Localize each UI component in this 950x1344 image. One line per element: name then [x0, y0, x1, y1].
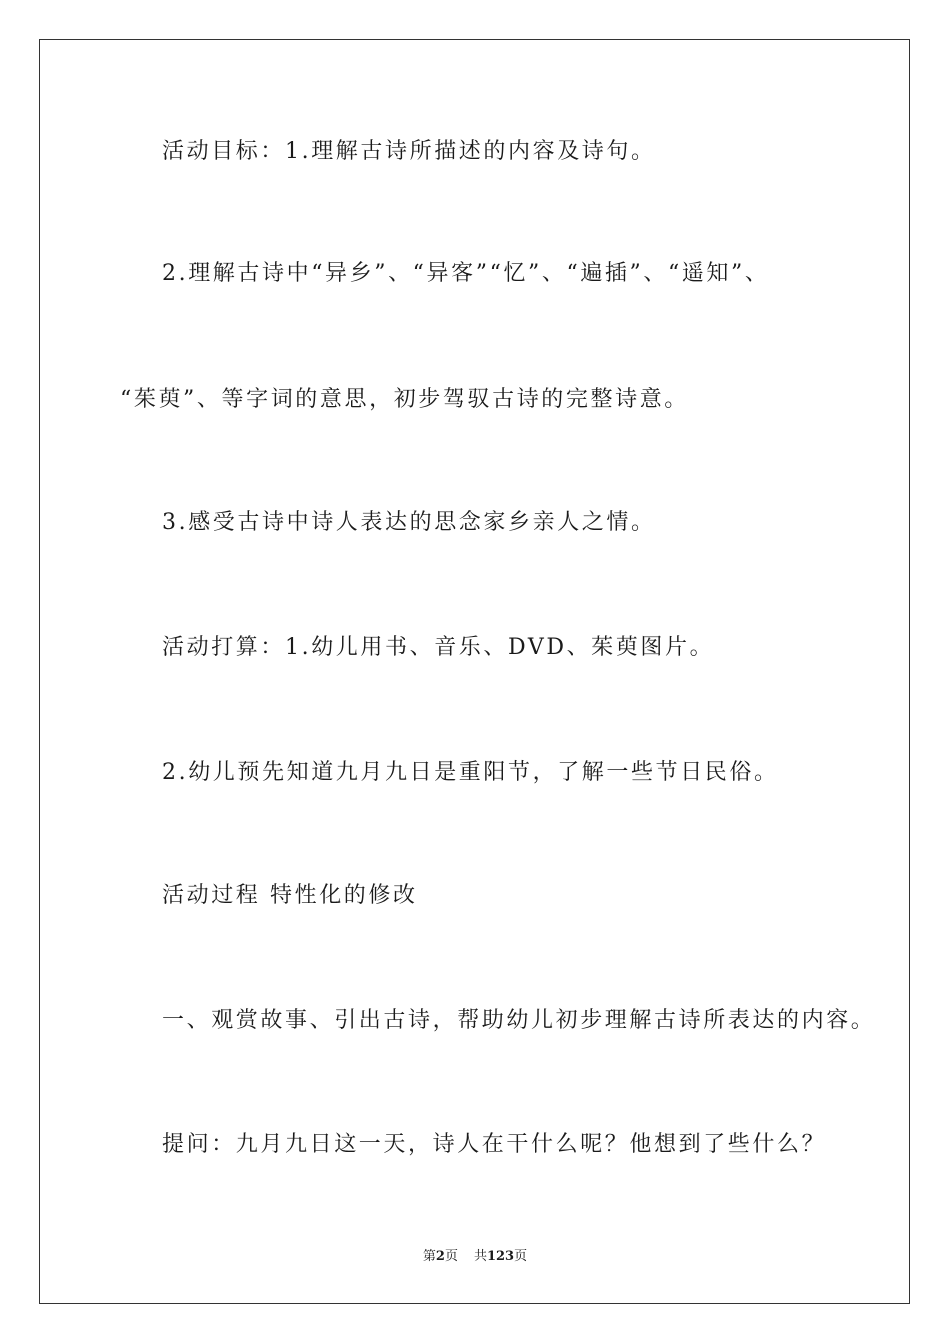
paragraph-step-one: 一、观赏故事、引出古诗，帮助幼儿初步理解古诗所表达的内容。 [162, 1008, 876, 1033]
footer-total-suffix: 页 [514, 1249, 528, 1264]
page-footer [0, 1245, 950, 1264]
footer-page-suffix: 页 [444, 1249, 458, 1264]
footer-total-number: 123 [486, 1249, 515, 1264]
footer-total-prefix: 共 [473, 1249, 487, 1264]
section-heading-activity-process: 活动过程 特性化的修改 [162, 883, 418, 908]
paragraph-activity-goal-3: 3.感受古诗中诗人表达的思念家乡亲人之情。 [162, 510, 656, 535]
paragraph-activity-goal-2-continued: “茱萸”、等字词的意思，初步驾驭古诗的完整诗意。 [120, 387, 689, 412]
paragraph-activity-goal-2: 2.理解古诗中“异乡”、“异客”“忆”、“遍插”、“遥知”、 [162, 261, 770, 286]
paragraph-activity-preparation-1: 活动打算：1.幼儿用书、音乐、DVD、茱萸图片。 [162, 635, 715, 660]
paragraph-activity-preparation-2: 2.幼儿预先知道九月九日是重阳节，了解一些节日民俗。 [162, 760, 779, 785]
footer-page-prefix: 第 [422, 1249, 436, 1264]
paragraph-activity-goal-1: 活动目标：1.理解古诗所描述的内容及诗句。 [162, 139, 656, 164]
paragraph-question: 提问：九月九日这一天，诗人在干什么呢？他想到了些什么？ [162, 1132, 827, 1157]
page-border [39, 39, 910, 1304]
footer-page-number: 2 [435, 1249, 445, 1264]
